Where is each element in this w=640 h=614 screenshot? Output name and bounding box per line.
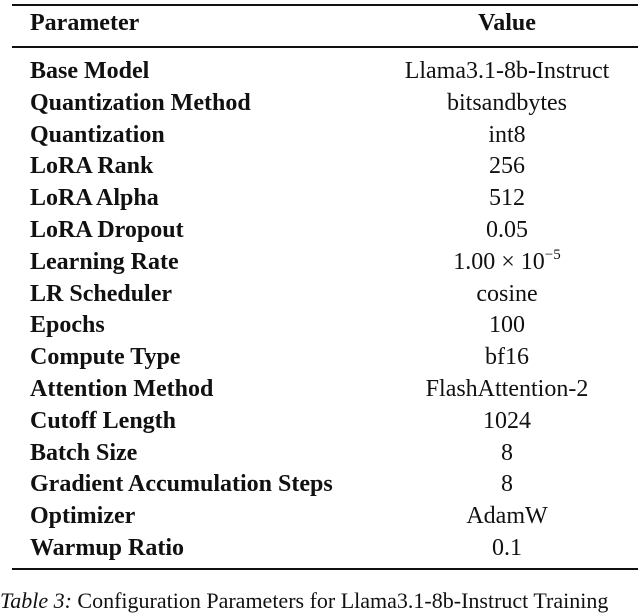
param-name: LoRA Rank [30, 153, 154, 180]
table-row [12, 342, 638, 374]
param-name: Compute Type [30, 344, 181, 371]
param-name: Warmup Ratio [30, 534, 185, 561]
table-row [12, 215, 638, 247]
param-name: Gradient Accumulation Steps [30, 471, 333, 498]
param-name: Quantization [30, 121, 165, 148]
table-row [12, 88, 638, 120]
header-parameter: Parameter [30, 10, 140, 36]
table-row [12, 151, 638, 183]
table-row [12, 406, 638, 438]
param-name: LoRA Alpha [30, 185, 159, 212]
param-name: Attention Method [30, 375, 214, 402]
table-row [12, 56, 638, 88]
param-name: Batch Size [30, 439, 138, 466]
param-value: cosine [476, 280, 538, 307]
table-row [12, 310, 638, 342]
param-value: 0.05 [486, 216, 528, 243]
param-value: AdamW [466, 503, 548, 530]
param-name: Cutoff Length [30, 407, 177, 434]
top-rule [12, 4, 638, 6]
header-value: Value [478, 10, 536, 36]
table-row [12, 438, 638, 470]
param-name: LR Scheduler [30, 280, 173, 307]
table-row [12, 183, 638, 215]
param-value: 100 [489, 312, 525, 339]
param-value: 1024 [483, 407, 531, 434]
value-exponent: −5 [544, 246, 561, 263]
value-mantissa: 1.00 × 10 [453, 248, 545, 275]
param-value: bitsandbytes [447, 89, 567, 116]
param-value: 512 [489, 185, 525, 212]
param-value: Llama3.1-8b-Instruct [404, 58, 610, 84]
param-name: Base Model [30, 58, 150, 84]
param-value [372, 247, 640, 279]
caption-text: Configuration Parameters for Llama3.1-8b-Instruct Training [71, 588, 609, 613]
param-value: int8 [488, 121, 526, 148]
param-name: LoRA Dropout [30, 216, 184, 243]
param-name: Epochs [30, 312, 105, 339]
param-value: 8 [501, 439, 513, 466]
table-body [12, 56, 638, 565]
param-name: Optimizer [30, 503, 136, 530]
param-value: bf16 [485, 344, 529, 371]
table-row [12, 501, 638, 533]
table-row [12, 279, 638, 311]
param-name: Quantization Method [30, 89, 251, 116]
caption-label: Table 3: [0, 588, 72, 613]
param-value: 0.1 [492, 534, 522, 561]
bottom-rule [12, 568, 638, 570]
table-caption [0, 588, 640, 614]
table-header-row [12, 10, 638, 42]
table-row [12, 374, 638, 406]
param-name: Learning Rate [30, 248, 179, 275]
table-row [12, 247, 638, 279]
param-value: 256 [489, 153, 525, 180]
param-value: FlashAttention-2 [425, 375, 589, 402]
header-rule [12, 46, 638, 48]
table-row [12, 120, 638, 152]
table-row [12, 469, 638, 501]
table-row [12, 533, 638, 565]
param-value: 8 [501, 471, 513, 498]
